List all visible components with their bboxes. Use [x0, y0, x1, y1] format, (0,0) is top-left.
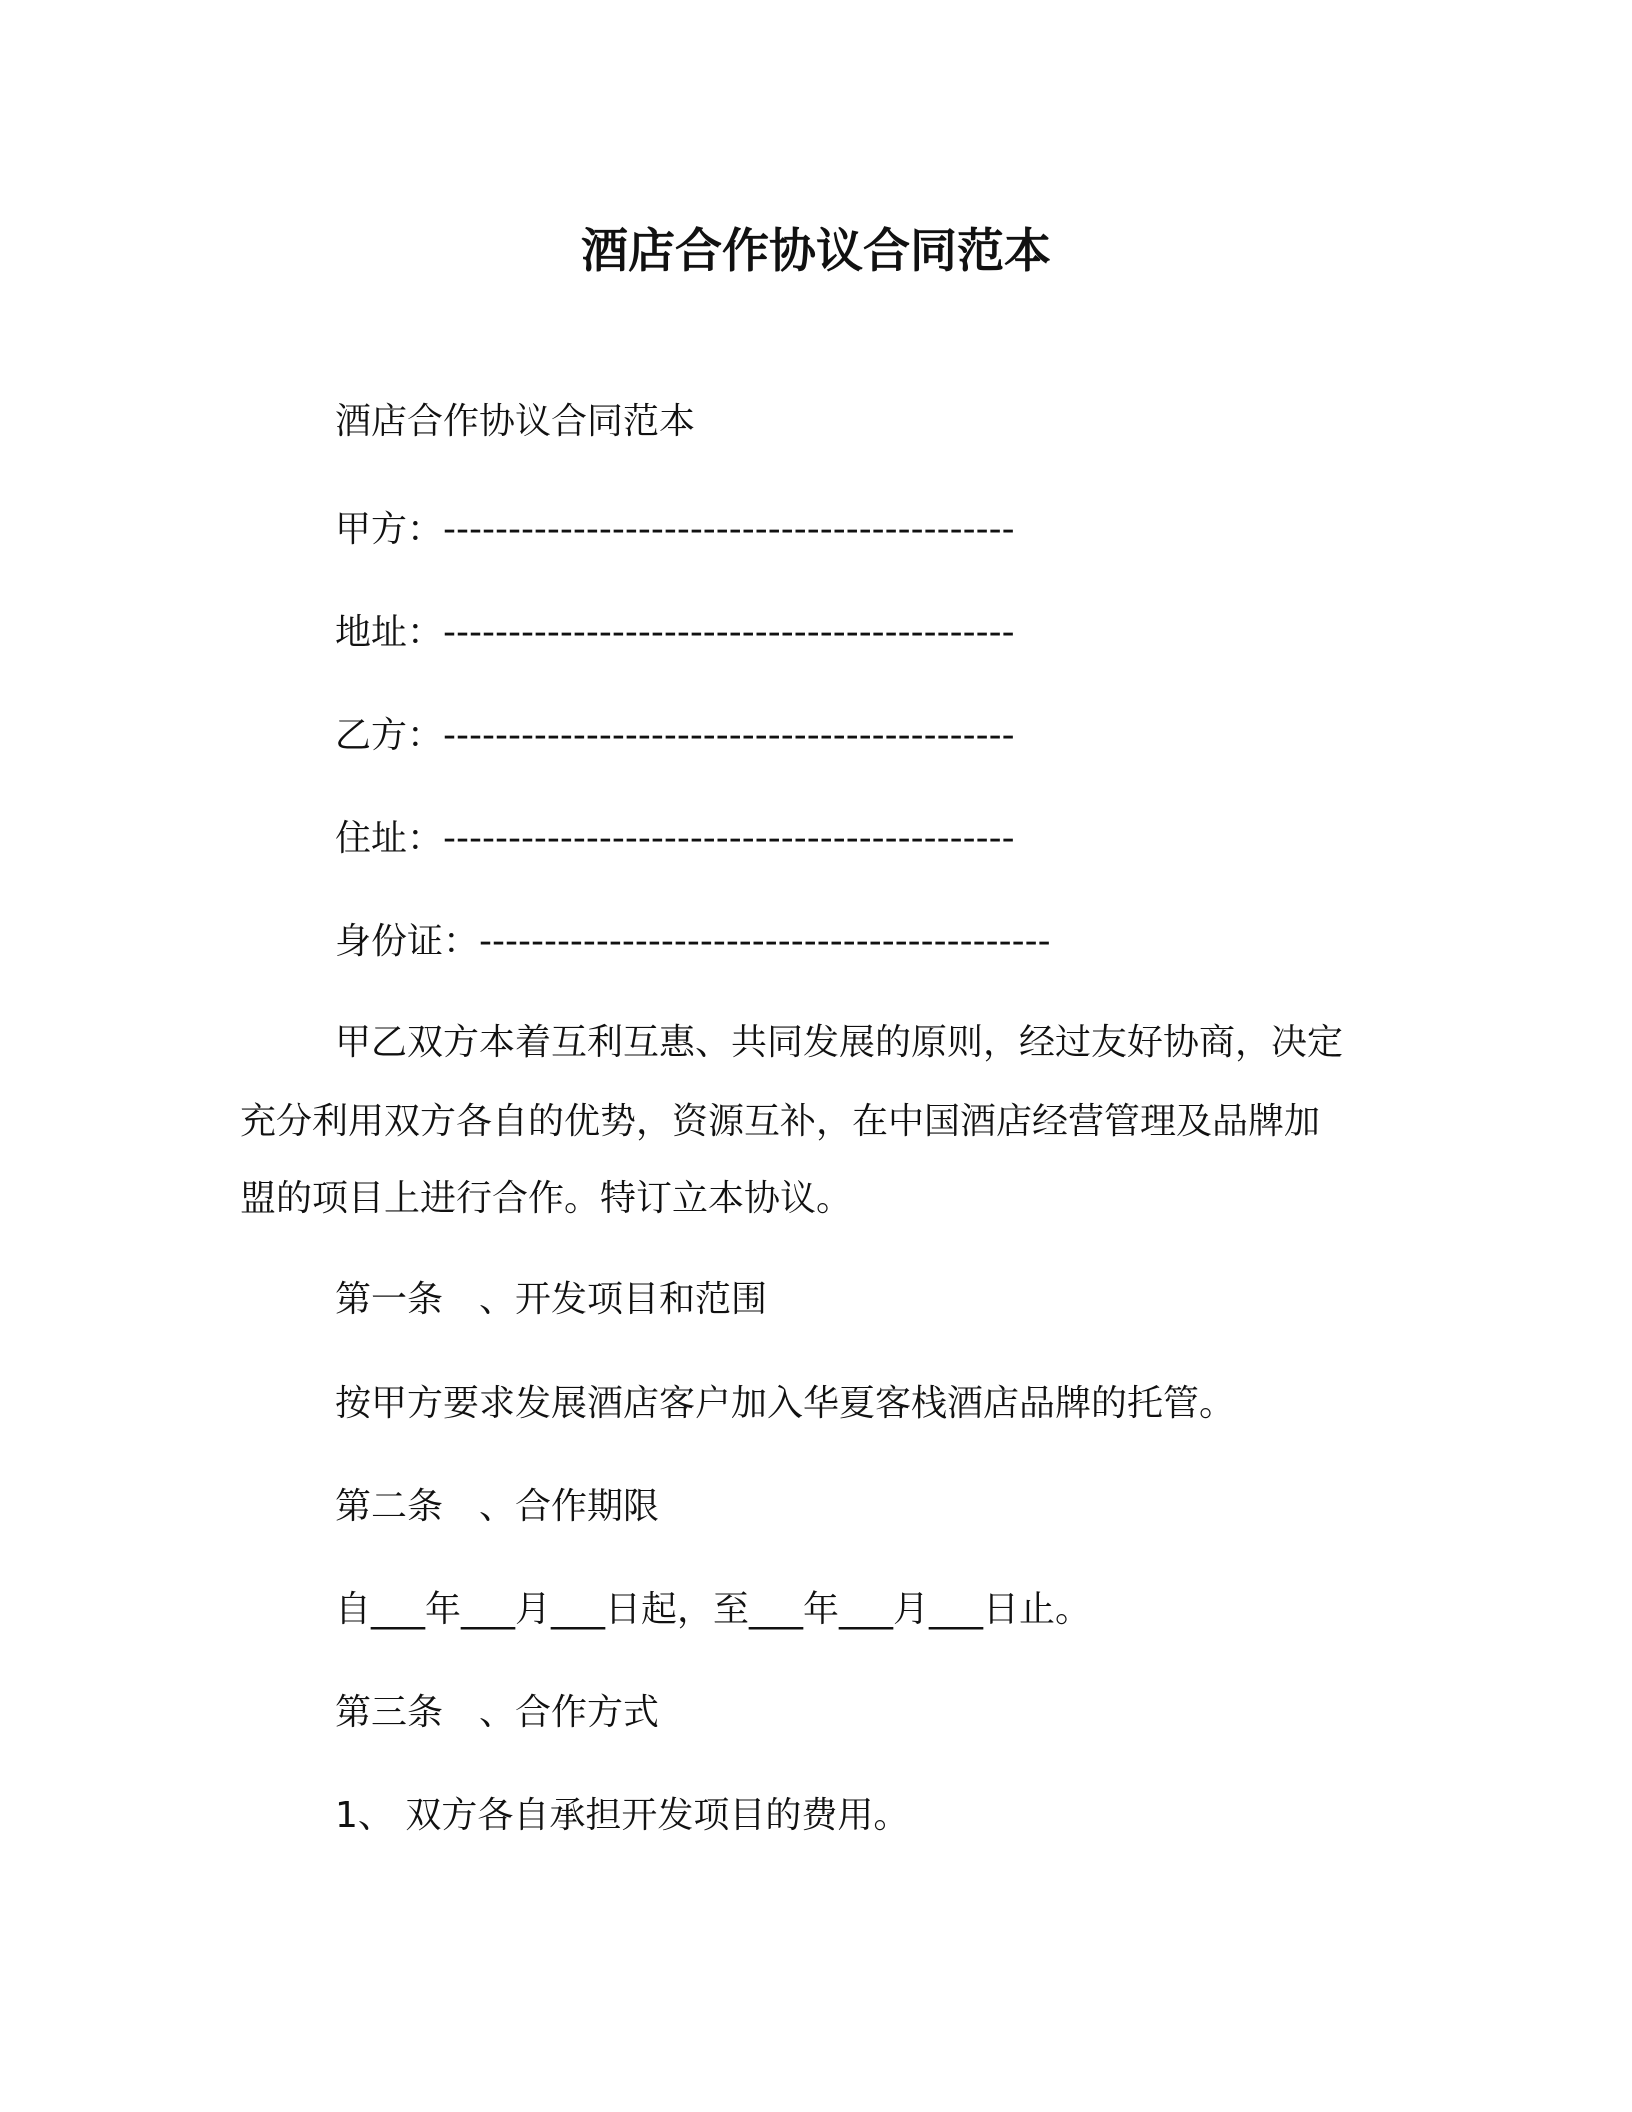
- document-title: 酒店合作协议合同范本: [581, 224, 1051, 279]
- intro-paragraph-line-3: 盟的项目上进行合作。特订立本协议。: [240, 1178, 853, 1219]
- article-1-heading: 第一条 、开发项目和范围: [335, 1279, 768, 1320]
- residence-field: 住址：--------------------------------------------: [335, 818, 1015, 859]
- id-card-field: 身份证：--------------------------------------------: [335, 921, 1051, 962]
- intro-paragraph-line-2: 充分利用双方各自的优势，资源互补，在中国酒店经营管理及品牌加: [240, 1101, 1321, 1142]
- address-field: 地址：--------------------------------------------: [335, 612, 1015, 653]
- document-subtitle: 酒店合作协议合同范本: [335, 401, 696, 442]
- article-3-heading: 第三条 、合作方式: [335, 1692, 660, 1733]
- party-a-field: 甲方：--------------------------------------------: [335, 509, 1015, 550]
- article-2-text: 自___年___月___日起，至___年___月___日止。: [335, 1589, 1092, 1630]
- article-3-item-1: 1、 双方各自承担开发项目的费用。: [335, 1795, 910, 1836]
- intro-paragraph-line-1: 甲乙双方本着互利互惠、共同发展的原则，经过友好协商，决定: [335, 1022, 1344, 1063]
- article-2-heading: 第二条 、合作期限: [335, 1486, 660, 1527]
- party-b-field: 乙方：--------------------------------------------: [335, 715, 1015, 756]
- article-1-text: 按甲方要求发展酒店客户加入华夏客栈酒店品牌的托管。: [335, 1383, 1236, 1424]
